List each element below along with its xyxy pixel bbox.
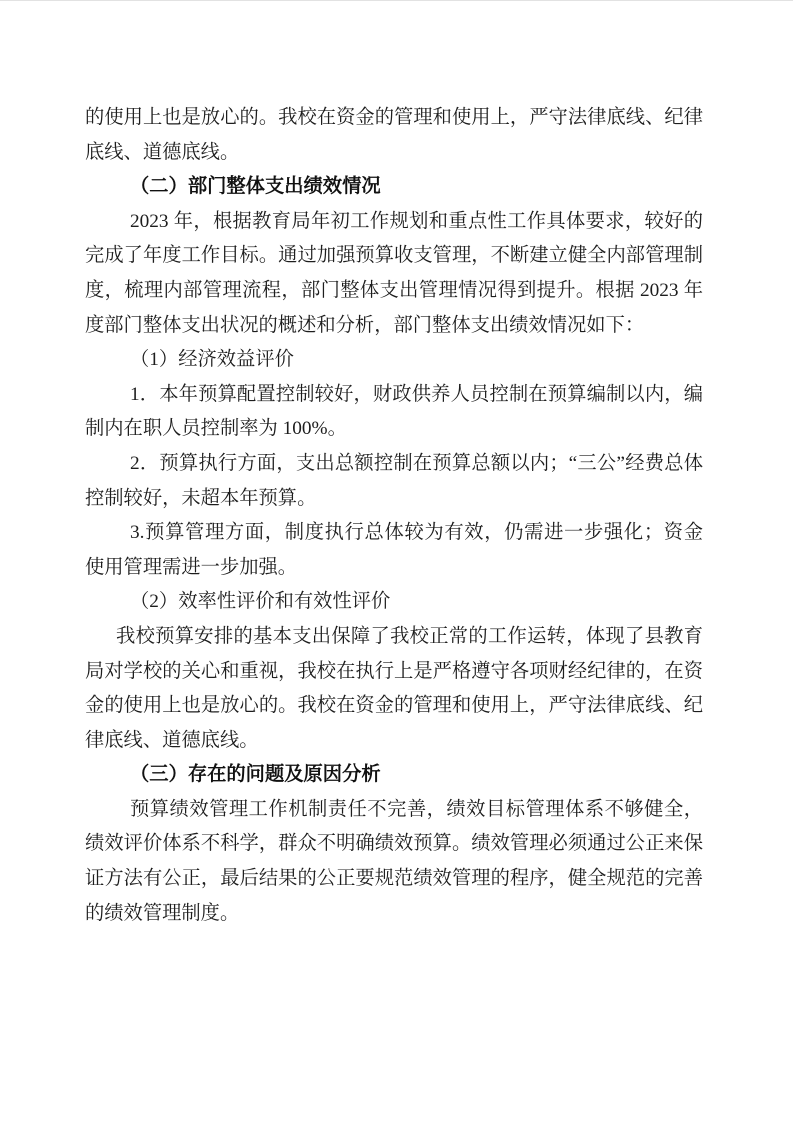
paragraph: 1．本年预算配置控制较好，财政供养人员控制在预算编制以内，编制内在职人员控制率为 100%。 — [85, 383, 703, 440]
section-heading: （三）存在的问题及原因分析 — [130, 764, 381, 786]
paragraph: 的使用上也是放心的。我校在资金的管理和使用上，严守法律底线、纪律底线、道德底线。 — [85, 107, 703, 163]
paragraph: （1）经济效益评价 — [130, 349, 294, 371]
paragraph: 预算绩效管理工作机制责任不完善，绩效目标管理体系不够健全，绩效评价体系不科学，群众不明确绩效预算。绩效管理必须通过公正来保证方法有公正，最后结果的公正要规范绩效管理的程序，健全规范的完善的绩效管理制度。 — [85, 798, 703, 924]
paragraph: 我校预算安排的基本支出保障了我校正常的工作运转，体现了县教育局对学校的关心和重视，我校在执行上是严格遵守各项财经纪律的，在资金的使用上也是放心的。我校在资金的管理和使用上，严守法律底线、纪律底线、道德底线。 — [85, 625, 703, 751]
section-heading: （二）部门整体支出绩效情况 — [130, 176, 381, 198]
paragraph: 2023 年，根据教育局年初工作规划和重点性工作具体要求，较好的完成了年度工作目标。通过加强预算收支管理，不断建立健全内部管理制度，梳理内部管理流程，部门整体支出管理情况得到提升。根据 2023 年度部门整体支出状况的概述和分析，部门整体支出绩效情况如下： — [85, 210, 703, 336]
document-content — [85, 101, 703, 931]
paragraph: 3.预算管理方面，制度执行总体较为有效，仍需进一步强化；资金使用管理需进一步加强。 — [85, 522, 703, 578]
paragraph: （2）效率性评价和有效性评价 — [130, 591, 391, 613]
paragraph: 2．预算执行方面，支出总额控制在预算总额以内；“三公”经费总体控制较好，未超本年预算。 — [85, 452, 703, 509]
